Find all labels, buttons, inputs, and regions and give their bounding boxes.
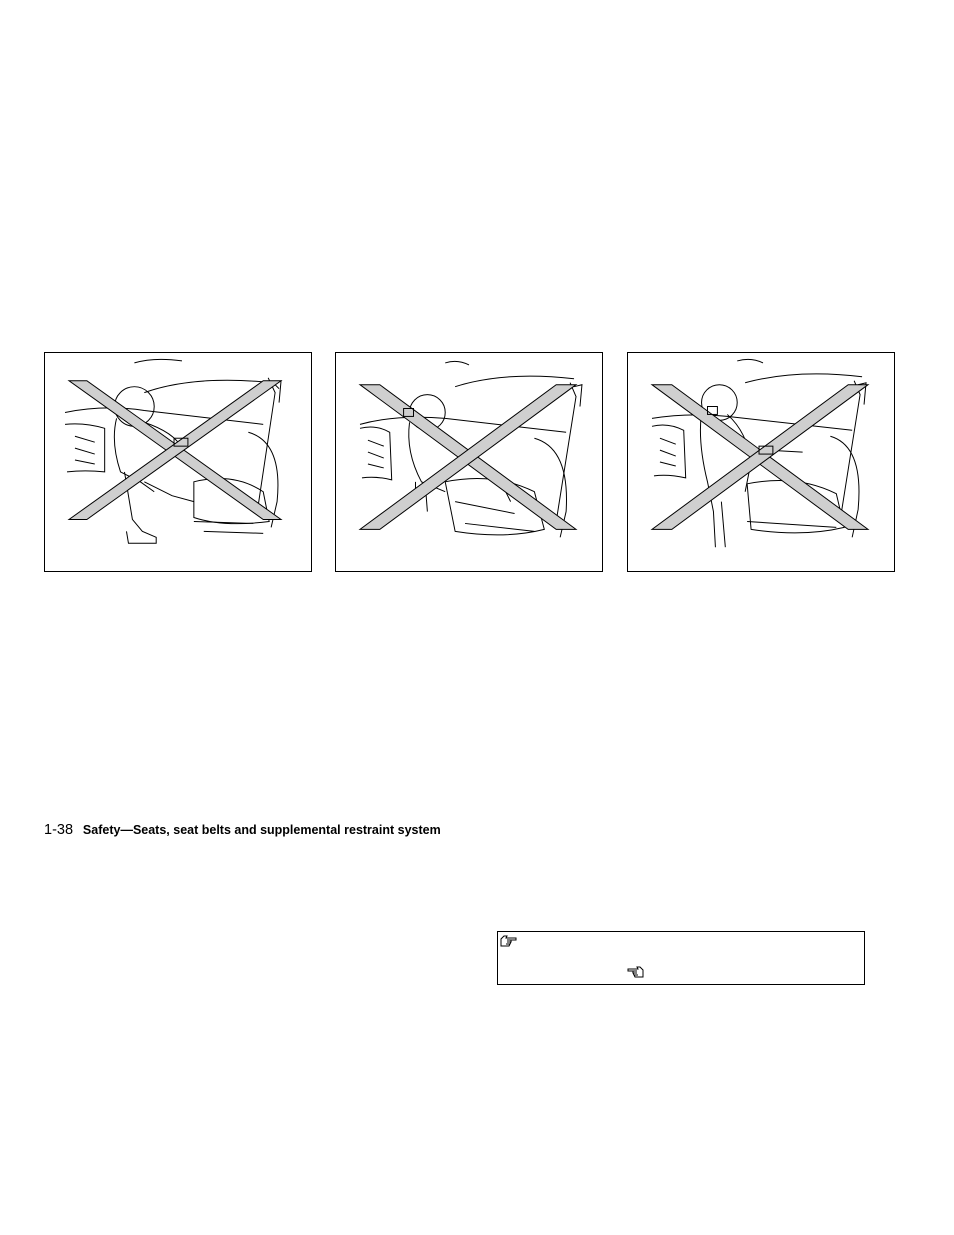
incorrect-belt-figure-2	[335, 352, 603, 572]
seat-belt-illustration-2	[336, 353, 602, 571]
pointing-hand-right-icon[interactable]	[500, 934, 518, 948]
incorrect-belt-figure-1	[44, 352, 312, 572]
page-navigation	[497, 931, 865, 985]
pointing-hand-left-icon[interactable]	[626, 965, 644, 979]
seat-belt-illustration-1	[45, 353, 311, 571]
page-number: 1-38	[44, 822, 74, 838]
incorrect-belt-figure-3	[627, 352, 895, 572]
seat-belt-illustration-3	[628, 353, 894, 571]
section-title: Safety—Seats, seat belts and supplemental restraint system	[82, 823, 441, 837]
page-footer	[44, 820, 441, 839]
